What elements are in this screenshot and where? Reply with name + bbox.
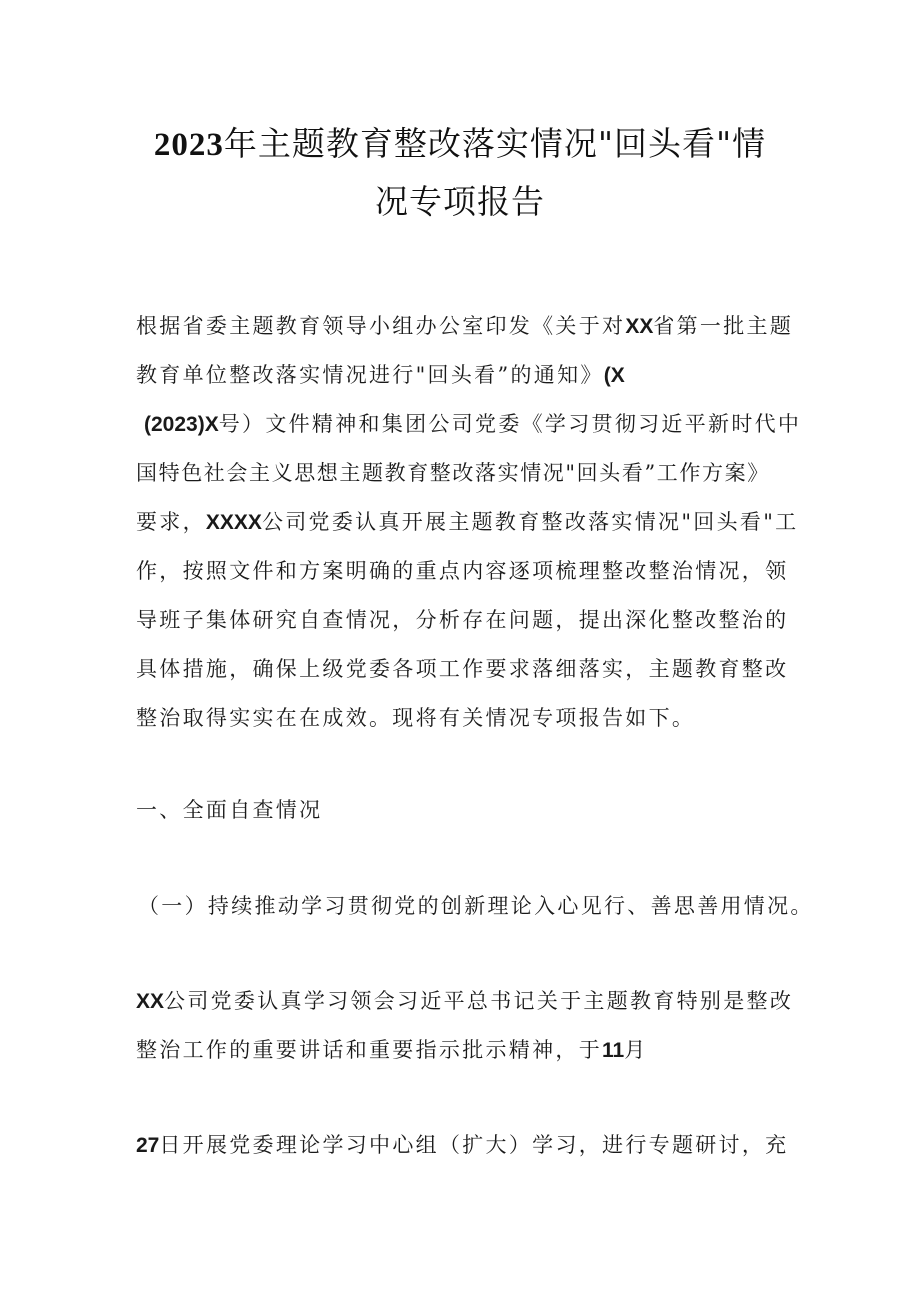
bold-run: 11 [602, 1039, 625, 1062]
text-run: 公司党委认真开展主题教育整改落实情况"回头看"工 [261, 510, 799, 534]
para3-line-1 [136, 1130, 788, 1161]
intro-line-7: 导班子集体研究自查情况，分析存在问题，提出深化整改整治的 [136, 608, 789, 632]
bold-run: XXXX [205, 511, 262, 534]
text-run: 整治工作的重要讲话和重要指示批示精神，于 [136, 1038, 602, 1062]
text-run: 要求， [136, 510, 206, 534]
bold-run: (2023)X [144, 413, 219, 436]
bold-run: 27 [136, 1134, 160, 1157]
document-title-line-2: 况专项报告 [375, 182, 545, 221]
bold-run: (X [603, 364, 625, 387]
text-run: 号）文件精神和集团公司党委《学习贯彻习近平新时代中 [218, 412, 802, 436]
subsection-heading: （一）持续推动学习贯彻党的创新理论入心见行、善思善用情况。 [138, 894, 814, 918]
intro-line-8: 具体措施，确保上级党委各项工作要求落细落实，主题教育整改 [136, 657, 789, 681]
para2-line-1 [136, 986, 793, 1017]
text-run: 省第一批主题 [653, 314, 794, 338]
text-run: 月 [624, 1038, 648, 1062]
intro-line-5 [136, 507, 798, 538]
bold-run: XX [136, 990, 165, 1013]
intro-line-9: 整治取得实实在在成效。现将有关情况专项报告如下。 [136, 706, 696, 730]
text-run: 日开展党委理论学习中心组（扩大）学习，进行专题研讨，充 [159, 1133, 789, 1157]
intro-line-6: 作，按照文件和方案明确的重点内容逐项梳理整改整治情况，领 [136, 559, 789, 583]
document-title-line-1 [0, 120, 920, 169]
text-run: 公司党委认真学习领会习近平总书记关于主题教育特别是整改 [164, 989, 794, 1013]
intro-line-2 [136, 360, 625, 391]
intro-line-4: 国特色社会主义思想主题教育整改落实情况"回头看”工作方案》 [136, 461, 770, 485]
text-run: 根据省委主题教育领导小组办公室印发《关于对 [136, 314, 626, 338]
title-text: 年主题教育整改落实情况"回头看"情 [223, 124, 767, 163]
intro-line-3 [136, 409, 801, 440]
para2-line-2 [136, 1035, 648, 1066]
intro-line-1 [136, 311, 793, 342]
bold-run: XX [625, 315, 654, 338]
section-heading: 一、全面自查情况 [136, 798, 323, 822]
title-year: 2023 [153, 127, 224, 163]
text-run: 教育单位整改落实情况进行"回头看”的通知》 [136, 363, 604, 387]
